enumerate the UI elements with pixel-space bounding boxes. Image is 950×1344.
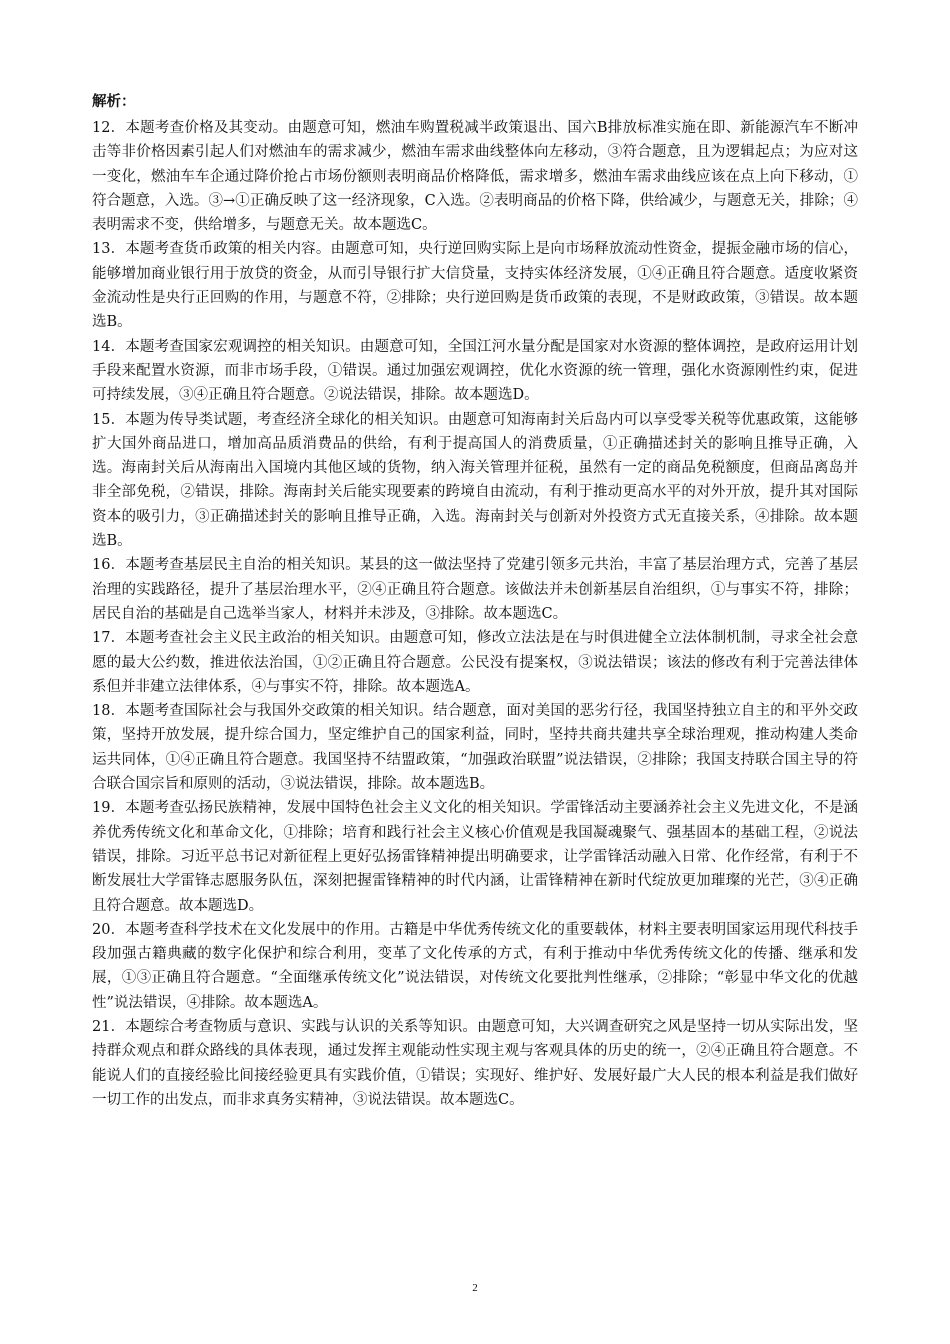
answer-12: 12．本题考查价格及其变动。由题意可知，燃油车购置税减半政策退出、国六B排放标准实施在即、新能源汽车不断冲击等非价格因素引起人们对燃油车的需求减少，燃油车需求曲线整体向左移动，③符合题意，且为逻辑起点；为应对这一变化，燃油车车企通过降价抢占市场份额则表明商品价格降低，需求增多，燃油车需求曲线应该在点上向下移动，①符合题意，入选。③→①正确反映了这一经济现象，C入选。②表明商品的价格下降，供给减少，与题意无关，排除；④表明需求不变，供给增多，与题意无关。故本题选C。	[92, 120, 858, 234]
document-body	[92, 88, 858, 1112]
answer-15: 15．本题为传导类试题，考查经济全球化的相关知识。由题意可知海南封关后岛内可以享受零关税等优惠政策，这能够扩大国外商品进口，增加高品质消费品的供给，有利于提高国人的消费质量，①正确描述封关的影响且推导正确，入选。海南封关后从海南出入国境内其他区域的货物，纳入海关管理并征税，虽然有一定的商品免税额度，但商品离岛并非全部免税，②错误，排除。海南封关后能实现要素的跨境自由流动，有利于推动更高水平的对外开放，提升其对国际资本的吸引力，③正确描述封关的影响且推导正确，入选。海南封关与创新对外投资方式无直接关系，④排除。故本题选B。	[92, 411, 858, 550]
answer-21: 21．本题综合考查物质与意识、实践与认识的关系等知识。由题意可知，大兴调查研究之风是坚持一切从实际出发，坚持群众观点和群众路线的具体表现，通过发挥主观能动性实现主观与客观具体的历史的统一，②④正确且符合题意。不能说人们的直接经验比间接经验更具有实践价值，①错误；实现好、维护好、发展好最广大人民的根本利益是我们做好一切工作的出发点，而非求真务实精神，③说法错误。故本题选C。	[92, 1018, 858, 1108]
answer-20: 20．本题考查科学技术在文化发展中的作用。古籍是中华优秀传统文化的重要载体，材料主要表明国家运用现代科技手段加强古籍典藏的数字化保护和综合利用，变革了文化传承的方式，有利于推动中华优秀传统文化的传播、继承和发展，①③正确且符合题意。“全面继承传统文化”说法错误，对传统文化要批判性继承，②排除；“彰显中华文化的优越性”说法错误，④排除。故本题选A。	[92, 921, 858, 1011]
answer-16: 16．本题考查基层民主自治的相关知识。某县的这一做法坚持了党建引领多元共治，丰富了基层治理方式，完善了基层治理的实践路径，提升了基层治理水平，②④正确且符合题意。该做法并未创新基层自治组织，①与事实不符，排除；居民自治的基础是自己选举当家人，材料并未涉及，③排除。故本题选C。	[92, 557, 858, 622]
answer-13: 13．本题考查货币政策的相关内容。由题意可知，央行逆回购实际上是向市场释放流动性资金，提振金融市场的信心，能够增加商业银行用于放贷的资金，从而引导银行扩大信贷量，支持实体经济发展，①④正确且符合题意。适度收紧资金流动性是央行正回购的作用，与题意不符，②排除；央行逆回购是货币政策的表现，不是财政政策，③错误。故本题选B。	[92, 241, 858, 331]
answer-17: 17．本题考查社会主义民主政治的相关知识。由题意可知，修改立法法是在与时俱进健全立法体制机制，寻求全社会意愿的最大公约数，推进依法治国，①②正确且符合题意。公民没有提案权，③说法错误；该法的修改有利于完善法律体系但并非建立法律体系，④与事实不符，排除。故本题选A。	[92, 630, 858, 695]
analysis-heading: 解析：	[92, 93, 136, 110]
page-number: 2	[472, 1282, 478, 1294]
answer-19: 19．本题考查弘扬民族精神，发展中国特色社会主义文化的相关知识。学雷锋活动主要涵养社会主义先进文化，不是涵养优秀传统文化和革命文化，①排除；培育和践行社会主义核心价值观是我国凝魂聚气、强基固本的基础工程，②说法错误，排除。习近平总书记对新征程上更好弘扬雷锋精神提出明确要求，让学雷锋活动融入日常、化作经常，有利于不断发展壮大学雷锋志愿服务队伍，深刻把握雷锋精神的时代内涵，让雷锋精神在新时代绽放更加璀璨的光芒，③④正确且符合题意。故本题选D。	[92, 800, 858, 914]
answer-18: 18．本题考查国际社会与我国外交政策的相关知识。结合题意，面对美国的恶劣行径，我国坚持独立自主的和平外交政策，坚持开放发展，提升综合国力，坚定维护自己的国家利益，同时，坚持共商共建共享全球治理观，推动构建人类命运共同体，①④正确且符合题意。我国坚持不结盟政策，“加强政治联盟”说法错误，②排除；我国支持联合国主导的符合联合国宗旨和原则的活动，③说法错误，排除。故本题选B。	[92, 703, 858, 793]
answer-14: 14．本题考查国家宏观调控的相关知识。由题意可知，全国江河水量分配是国家对水资源的整体调控，是政府运用计划手段来配置水资源，而非市场手段，①错误。通过加强宏观调控，优化水资源的统一管理，强化水资源刚性约束，促进可持续发展，③④正确且符合题意。②说法错误，排除。故本题选D。	[92, 338, 858, 404]
